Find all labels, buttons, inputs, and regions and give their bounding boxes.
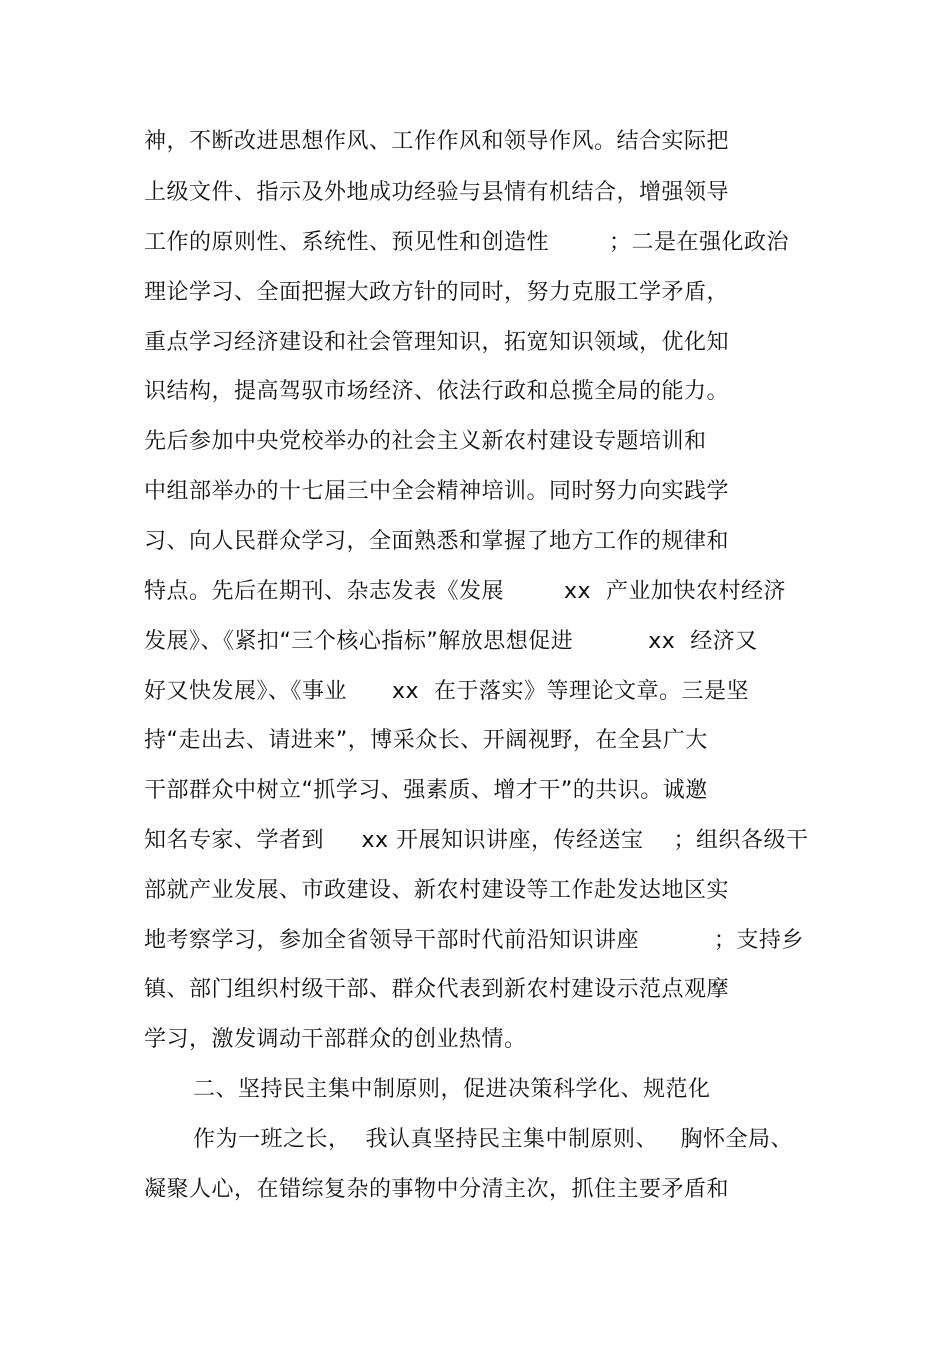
body-line: 上级文件、指示及外地成功经验与县情有机结合，增强领导 xyxy=(144,180,730,205)
body-line: 工作的原则性、系统性、预见性和创造性 ；二是在强化政治 xyxy=(144,230,789,255)
body-line: 地考察学习，参加全省领导干部时代前沿知识讲座 ；支持乡 xyxy=(144,928,804,953)
body-line: 神，不断改进思想作风、工作作风和领导作风。结合实际把 xyxy=(144,129,730,154)
body-line: 学习，激发调动干部群众的创业热情。 xyxy=(144,1027,527,1052)
body-line: 习、向人民群众学习，全面熟悉和掌握了地方工作的规律和 xyxy=(144,529,730,554)
body-line: 识结构，提高驾驭市场经济、依法行政和总揽全局的能力。 xyxy=(144,379,730,404)
body-line: 好又快发展》、《事业 xx 在于落实》等理论文章。三是坚 xyxy=(144,679,749,704)
body-line: 发展》、《紧扣“三个核心指标”解放思想促进 xx 经济又 xyxy=(144,629,758,654)
body-line: 中组部举办的十七届三中全会精神培训。同时努力向实践学 xyxy=(144,479,730,504)
body-line: 先后参加中央党校举办的社会主义新农村建设专题培训和 xyxy=(144,429,707,454)
body-line: 知名专家、学者到 xx 开展知识讲座，传经送宝 ；组织各级干 xyxy=(144,828,809,853)
body-line: 持“走出去、请进来”，博采众长、开阔视野，在全县广大 xyxy=(144,728,708,753)
body-line: 理论学习、全面把握大政方针的同时，努力克服工学矛盾， xyxy=(144,280,730,305)
body-line: 干部群众中树立“抓学习、强素质、增才干”的共识。诚邀 xyxy=(144,778,708,803)
body-line: 镇、部门组织村级干部、群众代表到新农村建设示范点观摩 xyxy=(144,977,730,1002)
body-line: 特点。先后在期刊、杂志发表《发展 xx 产业加快农村经济 xyxy=(144,579,786,604)
body-line: 部就产业发展、市政建设、新农村建设等工作赴发达地区实 xyxy=(144,878,730,903)
body-line: 重点学习经济建设和社会管理知识，拓宽知识领域，优化知 xyxy=(144,330,730,355)
section-heading: 二、坚持民主集中制原则，促进决策科学化、规范化 xyxy=(193,1077,711,1102)
body-line: 作为一班之长， 我认真坚持民主集中制原则、 胸怀全局、 xyxy=(193,1127,793,1152)
body-line: 凝聚人心，在错综复杂的事物中分清主次，抓住主要矛盾和 xyxy=(144,1177,730,1202)
